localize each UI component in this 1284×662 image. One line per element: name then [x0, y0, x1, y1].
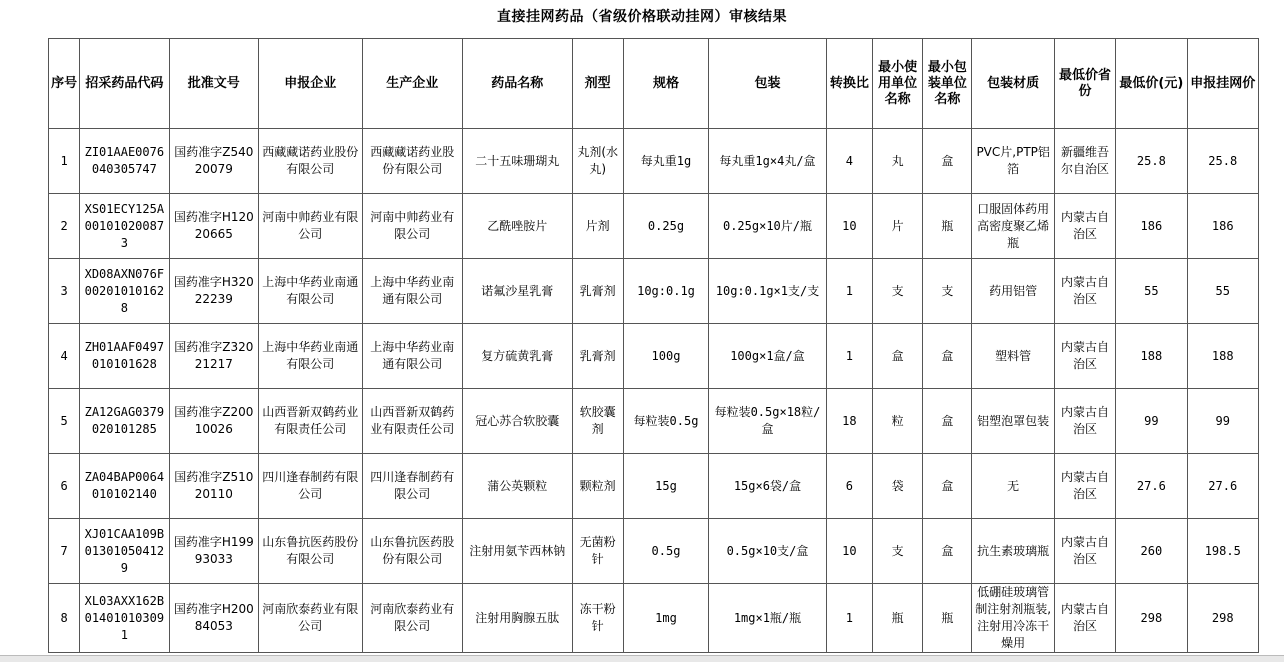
cell-material: 抗生素玻璃瓶	[972, 519, 1054, 584]
cell-low-price: 260	[1116, 519, 1187, 584]
cell-material: 口服固体药用高密度聚乙烯瓶	[972, 194, 1054, 259]
cell-drug-name: 冠心苏合软胶囊	[463, 389, 573, 454]
cell-min-use-unit: 丸	[873, 129, 923, 194]
cell-drug-name: 乙酰唑胺片	[463, 194, 573, 259]
cell-material: 铝塑泡罩包装	[972, 389, 1054, 454]
header-no: 序号	[49, 39, 80, 129]
cell-low-province: 内蒙古自治区	[1054, 454, 1115, 519]
table-row	[49, 454, 1259, 519]
cell-low-province: 新疆维吾尔自治区	[1054, 129, 1115, 194]
cell-min-use-unit: 盒	[873, 324, 923, 389]
cell-min-pack-unit: 瓶	[923, 584, 972, 653]
cell-min-use-unit: 片	[873, 194, 923, 259]
cell-ratio: 1	[826, 584, 872, 653]
cell-approval: 国药准字H32022239	[169, 259, 258, 324]
cell-min-pack-unit: 盒	[923, 519, 972, 584]
cell-form: 乳膏剂	[572, 259, 623, 324]
cell-package: 0.5g×10支/盒	[709, 519, 827, 584]
cell-form: 乳膏剂	[572, 324, 623, 389]
cell-price: 186	[1187, 194, 1258, 259]
cell-applicant: 西藏藏诺药业股份有限公司	[259, 129, 363, 194]
cell-no: 1	[49, 129, 80, 194]
cell-price: 298	[1187, 584, 1258, 653]
table-row	[49, 259, 1259, 324]
cell-no: 7	[49, 519, 80, 584]
header-ratio: 转换比	[826, 39, 872, 129]
cell-code: XS01ECY125A001010200873	[80, 194, 169, 259]
cell-code: XL03AXX162B014010103091	[80, 584, 169, 653]
header-price: 申报挂网价	[1187, 39, 1258, 129]
header-code: 招采药品代码	[80, 39, 169, 129]
cell-applicant: 四川逢春制药有限公司	[259, 454, 363, 519]
cell-min-pack-unit: 瓶	[923, 194, 972, 259]
cell-form: 片剂	[572, 194, 623, 259]
cell-package: 1mg×1瓶/瓶	[709, 584, 827, 653]
cell-material: PVC片,PTP铝箔	[972, 129, 1054, 194]
table-row	[49, 324, 1259, 389]
cell-approval: 国药准字Z51020110	[169, 454, 258, 519]
cell-min-pack-unit: 盒	[923, 324, 972, 389]
cell-price: 188	[1187, 324, 1258, 389]
table-row	[49, 194, 1259, 259]
cell-spec: 15g	[623, 454, 708, 519]
cell-no: 8	[49, 584, 80, 653]
cell-spec: 0.5g	[623, 519, 708, 584]
header-min-use-unit: 最小使用单位名称	[873, 39, 923, 129]
cell-no: 2	[49, 194, 80, 259]
cell-manufacturer: 上海中华药业南通有限公司	[362, 324, 462, 389]
cell-material: 药用铝管	[972, 259, 1054, 324]
cell-low-price: 99	[1116, 389, 1187, 454]
header-low-price: 最低价(元)	[1116, 39, 1187, 129]
cell-ratio: 10	[826, 194, 872, 259]
cell-spec: 100g	[623, 324, 708, 389]
cell-code: ZI01AAE0076040305747	[80, 129, 169, 194]
cell-material: 塑料管	[972, 324, 1054, 389]
page-title: 直接挂网药品（省级价格联动挂网）审核结果	[497, 9, 787, 25]
cell-price: 55	[1187, 259, 1258, 324]
header-row	[49, 39, 1259, 129]
cell-price: 25.8	[1187, 129, 1258, 194]
cell-ratio: 1	[826, 259, 872, 324]
cell-ratio: 6	[826, 454, 872, 519]
cell-min-use-unit: 支	[873, 259, 923, 324]
cell-low-province: 内蒙古自治区	[1054, 324, 1115, 389]
cell-no: 6	[49, 454, 80, 519]
cell-low-price: 298	[1116, 584, 1187, 653]
cell-low-price: 188	[1116, 324, 1187, 389]
cell-applicant: 河南中帅药业有限公司	[259, 194, 363, 259]
cell-applicant: 山东鲁抗医药股份有限公司	[259, 519, 363, 584]
cell-spec: 每丸重1g	[623, 129, 708, 194]
table-row	[49, 584, 1259, 653]
cell-ratio: 10	[826, 519, 872, 584]
cell-min-use-unit: 粒	[873, 389, 923, 454]
cell-min-pack-unit: 盒	[923, 389, 972, 454]
cell-form: 冻干粉针	[572, 584, 623, 653]
cell-applicant: 山西晋新双鹤药业有限责任公司	[259, 389, 363, 454]
results-table	[48, 38, 1259, 653]
cell-form: 丸剂(水丸)	[572, 129, 623, 194]
cell-manufacturer: 上海中华药业南通有限公司	[362, 259, 462, 324]
cell-price: 99	[1187, 389, 1258, 454]
cell-drug-name: 注射用氨苄西林钠	[463, 519, 573, 584]
cell-manufacturer: 山东鲁抗医药股份有限公司	[362, 519, 462, 584]
cell-code: XJ01CAA109B013010504129	[80, 519, 169, 584]
cell-drug-name: 二十五味珊瑚丸	[463, 129, 573, 194]
cell-manufacturer: 四川逢春制药有限公司	[362, 454, 462, 519]
cell-min-use-unit: 袋	[873, 454, 923, 519]
header-manufacturer: 生产企业	[362, 39, 462, 129]
cell-code: ZH01AAF0497010101628	[80, 324, 169, 389]
cell-form: 软胶囊剂	[572, 389, 623, 454]
cell-low-province: 内蒙古自治区	[1054, 194, 1115, 259]
cell-low-province: 内蒙古自治区	[1054, 584, 1115, 653]
cell-spec: 10g:0.1g	[623, 259, 708, 324]
cell-package: 10g:0.1g×1支/支	[709, 259, 827, 324]
cell-manufacturer: 山西晋新双鹤药业有限责任公司	[362, 389, 462, 454]
cell-low-price: 186	[1116, 194, 1187, 259]
cell-code: ZA12GAG0379020101285	[80, 389, 169, 454]
cell-spec: 每粒装0.5g	[623, 389, 708, 454]
cell-ratio: 4	[826, 129, 872, 194]
cell-low-province: 内蒙古自治区	[1054, 259, 1115, 324]
cell-min-pack-unit: 支	[923, 259, 972, 324]
cell-code: ZA04BAP0064010102140	[80, 454, 169, 519]
cell-low-price: 25.8	[1116, 129, 1187, 194]
header-spec: 规格	[623, 39, 708, 129]
cell-manufacturer: 西藏藏诺药业股份有限公司	[362, 129, 462, 194]
cell-price: 198.5	[1187, 519, 1258, 584]
header-package: 包装	[709, 39, 827, 129]
header-approval: 批准文号	[169, 39, 258, 129]
cell-min-use-unit: 瓶	[873, 584, 923, 653]
cell-form: 颗粒剂	[572, 454, 623, 519]
cell-spec: 1mg	[623, 584, 708, 653]
header-material: 包装材质	[972, 39, 1054, 129]
cell-approval: 国药准字Z54020079	[169, 129, 258, 194]
cell-package: 0.25g×10片/瓶	[709, 194, 827, 259]
cell-approval: 国药准字Z20010026	[169, 389, 258, 454]
cell-price: 27.6	[1187, 454, 1258, 519]
cell-applicant: 上海中华药业南通有限公司	[259, 259, 363, 324]
cell-material: 无	[972, 454, 1054, 519]
table-row	[49, 519, 1259, 584]
header-form: 剂型	[572, 39, 623, 129]
cell-min-pack-unit: 盒	[923, 454, 972, 519]
cell-approval: 国药准字Z32021217	[169, 324, 258, 389]
cell-code: XD08AXN076F002010101628	[80, 259, 169, 324]
cell-min-pack-unit: 盒	[923, 129, 972, 194]
cell-applicant: 河南欣泰药业有限公司	[259, 584, 363, 653]
cell-applicant: 上海中华药业南通有限公司	[259, 324, 363, 389]
cell-low-price: 55	[1116, 259, 1187, 324]
cell-min-use-unit: 支	[873, 519, 923, 584]
cell-drug-name: 诺氟沙星乳膏	[463, 259, 573, 324]
cell-package: 每丸重1g×4丸/盒	[709, 129, 827, 194]
cell-package: 100g×1盒/盒	[709, 324, 827, 389]
cell-approval: 国药准字H19993033	[169, 519, 258, 584]
cell-manufacturer: 河南欣泰药业有限公司	[362, 584, 462, 653]
header-low-province: 最低价省份	[1054, 39, 1115, 129]
cell-drug-name: 复方硫黄乳膏	[463, 324, 573, 389]
cell-spec: 0.25g	[623, 194, 708, 259]
table-row	[49, 129, 1259, 194]
header-applicant: 申报企业	[259, 39, 363, 129]
cell-no: 4	[49, 324, 80, 389]
cell-no: 3	[49, 259, 80, 324]
cell-drug-name: 蒲公英颗粒	[463, 454, 573, 519]
cell-ratio: 18	[826, 389, 872, 454]
cell-package: 15g×6袋/盒	[709, 454, 827, 519]
cell-form: 无菌粉针	[572, 519, 623, 584]
cell-ratio: 1	[826, 324, 872, 389]
header-min-pack-unit: 最小包装单位名称	[923, 39, 972, 129]
cell-low-price: 27.6	[1116, 454, 1187, 519]
table-row	[49, 389, 1259, 454]
cell-approval: 国药准字H12020665	[169, 194, 258, 259]
cell-low-province: 内蒙古自治区	[1054, 389, 1115, 454]
cell-material: 低硼硅玻璃管制注射剂瓶装,注射用冷冻干燥用	[972, 584, 1054, 653]
cell-drug-name: 注射用胸腺五肽	[463, 584, 573, 653]
cell-package: 每粒装0.5g×18粒/盒	[709, 389, 827, 454]
header-drug-name: 药品名称	[463, 39, 573, 129]
cell-approval: 国药准字H20084053	[169, 584, 258, 653]
cell-no: 5	[49, 389, 80, 454]
cell-manufacturer: 河南中帅药业有限公司	[362, 194, 462, 259]
cell-low-province: 内蒙古自治区	[1054, 519, 1115, 584]
